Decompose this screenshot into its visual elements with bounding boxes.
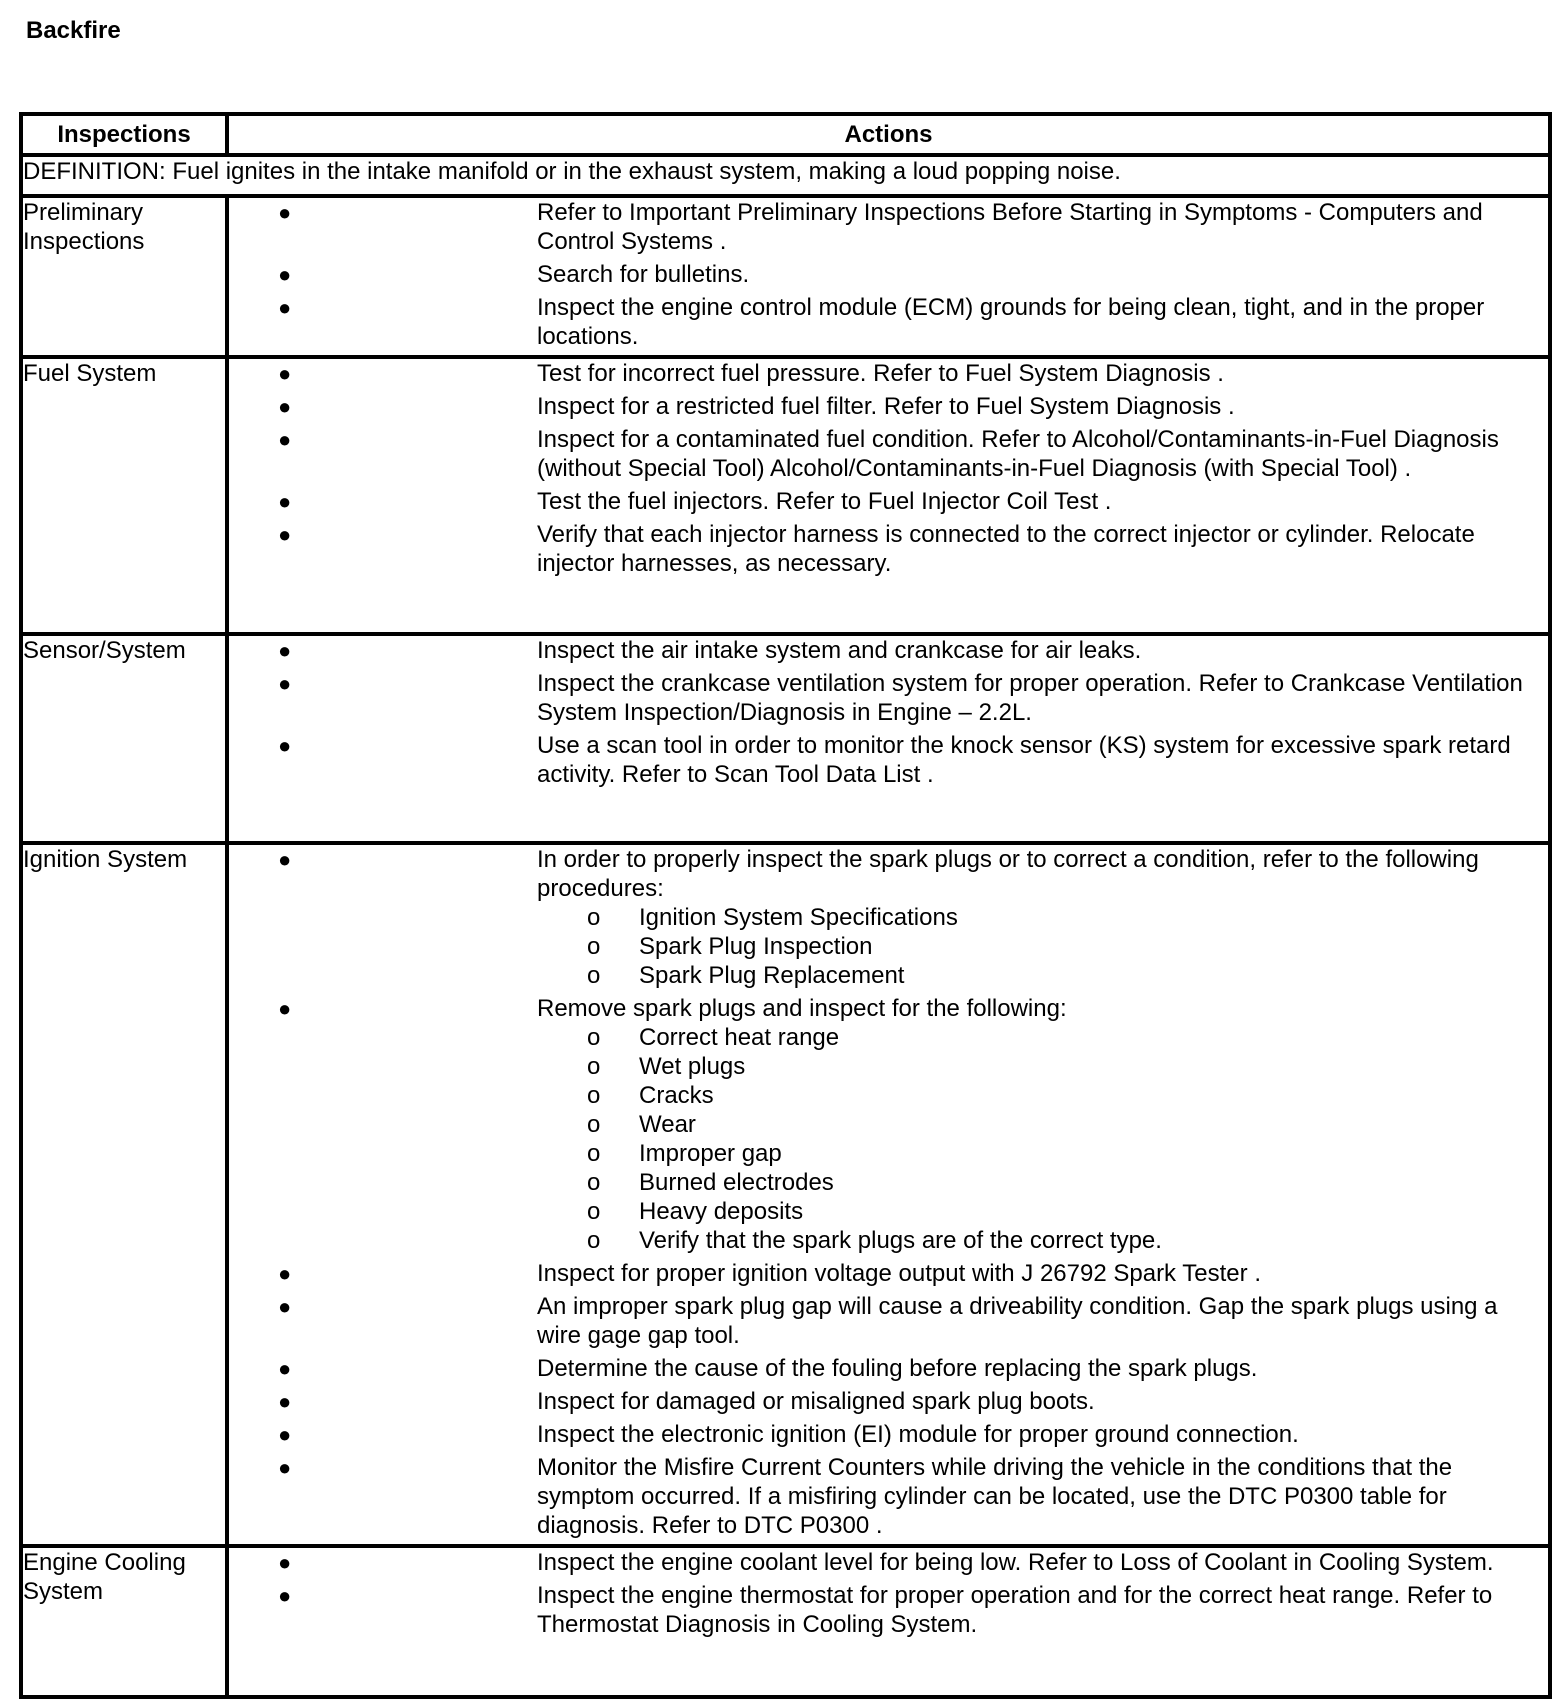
definition-text: DEFINITION: Fuel ignites in the intake manifold or in the exhaust system, making a loud popping noise. [21, 155, 1550, 196]
action-item [229, 198, 1548, 256]
action-item [229, 260, 1548, 289]
inspection-label: Fuel System [21, 357, 227, 634]
sub-bullet-icon: o [587, 1140, 601, 1167]
sub-item-text: Spark Plug Inspection [639, 933, 873, 960]
actions-cell [227, 357, 1550, 634]
row-preliminary-inspections [21, 196, 1550, 357]
table-header-row [21, 114, 1550, 155]
sub-item [537, 1052, 1548, 1081]
inspections-column-header: Inspections [21, 114, 227, 155]
bullet-icon: ● [278, 1455, 292, 1480]
sub-bullet-icon: o [587, 1227, 601, 1254]
bullet-icon: ● [278, 1294, 292, 1319]
action-item [229, 669, 1548, 727]
action-item [229, 1387, 1548, 1416]
bullet-icon: ● [278, 1422, 292, 1447]
diagnosis-table [19, 112, 1552, 1699]
sub-bullet-icon: o [587, 904, 601, 931]
action-text: Monitor the Misfire Current Counters while driving the vehicle in the conditions that the symptom occurred. If a misfiring cylinder can be located, use the DTC P0300 table for diagnosis. Refer to DTC P0300 . [537, 1454, 1453, 1539]
action-text: In order to properly inspect the spark plugs or to correct a condition, refer to the following procedures: [537, 846, 1479, 902]
definition-row [21, 155, 1550, 196]
bullet-icon: ● [278, 847, 292, 872]
sub-item [537, 903, 1548, 932]
action-item [229, 359, 1548, 388]
action-item [229, 520, 1548, 578]
sub-item [537, 1110, 1548, 1139]
sub-item [537, 1197, 1548, 1226]
sub-item [537, 961, 1548, 990]
action-text: An improper spark plug gap will cause a driveability condition. Gap the spark plugs using a wire gage gap tool. [537, 1293, 1498, 1349]
actions-cell [227, 1546, 1550, 1697]
action-text: Test the fuel injectors. Refer to Fuel Injector Coil Test . [537, 488, 1112, 515]
bullet-icon: ● [278, 295, 292, 320]
action-item [229, 1354, 1548, 1383]
sub-item-text: Burned electrodes [639, 1169, 834, 1196]
bullet-icon: ● [278, 427, 292, 452]
sub-item [537, 1081, 1548, 1110]
action-text: Inspect for a restricted fuel filter. Refer to Fuel System Diagnosis . [537, 393, 1235, 420]
action-item [229, 392, 1548, 421]
action-text: Inspect the electronic ignition (EI) module for proper ground connection. [537, 1421, 1299, 1448]
bullet-icon: ● [278, 671, 292, 696]
action-text: Inspect the engine thermostat for proper operation and for the correct heat range. Refer to Thermostat Diagnosis in Cooling System. [537, 1582, 1493, 1638]
action-text: Test for incorrect fuel pressure. Refer to Fuel System Diagnosis . [537, 360, 1224, 387]
action-item [229, 731, 1548, 789]
sub-item-text: Correct heat range [639, 1024, 840, 1051]
bullet-icon: ● [278, 361, 292, 386]
action-text: Inspect the air intake system and crankcase for air leaks. [537, 637, 1142, 664]
sub-item [537, 1023, 1548, 1052]
actions-cell [227, 196, 1550, 357]
sub-bullet-icon: o [587, 1169, 601, 1196]
action-item [229, 1259, 1548, 1288]
bullet-icon: ● [278, 489, 292, 514]
bullet-icon: ● [278, 996, 292, 1021]
action-text: Inspect for damaged or misaligned spark plug boots. [537, 1388, 1095, 1415]
action-text: Inspect the engine control module (ECM) grounds for being clean, tight, and in the proper locations. [537, 294, 1485, 350]
row-fuel-system [21, 357, 1550, 634]
action-item [229, 1420, 1548, 1449]
sub-bullet-icon: o [587, 933, 601, 960]
action-text: Inspect the engine coolant level for being low. Refer to Loss of Coolant in Cooling System. [537, 1549, 1494, 1576]
action-text: Determine the cause of the fouling before replacing the spark plugs. [537, 1355, 1258, 1382]
bullet-icon: ● [278, 262, 292, 287]
action-list [229, 636, 1548, 789]
action-item [229, 1548, 1548, 1577]
bullet-icon: ● [278, 1261, 292, 1286]
bullet-icon: ● [278, 1389, 292, 1414]
sub-item [537, 1226, 1548, 1255]
actions-column-header: Actions [227, 114, 1550, 155]
sub-list [537, 1023, 1548, 1255]
action-item [229, 994, 1548, 1255]
sub-item-text: Improper gap [639, 1140, 782, 1167]
action-text: Refer to Important Preliminary Inspections Before Starting in Symptoms - Computers and Control Systems . [537, 199, 1483, 255]
action-item [229, 487, 1548, 516]
action-text: Inspect the crankcase ventilation system for proper operation. Refer to Crankcase Ventilation System Inspection/Diagnosis in Engine – 2.2L. [537, 670, 1523, 726]
actions-cell [227, 634, 1550, 843]
bullet-icon: ● [278, 394, 292, 419]
sub-bullet-icon: o [587, 1053, 601, 1080]
action-item [229, 845, 1548, 990]
sub-bullet-icon: o [587, 1198, 601, 1225]
sub-bullet-icon: o [587, 1082, 601, 1109]
bullet-icon: ● [278, 200, 292, 225]
action-item [229, 1581, 1548, 1639]
bullet-icon: ● [278, 1356, 292, 1381]
inspection-label: Engine Cooling System [21, 1546, 227, 1697]
sub-item-text: Wear [639, 1111, 696, 1138]
action-text: Verify that each injector harness is connected to the correct injector or cylinder. Relocate injector harnesses, as necessary. [537, 521, 1475, 577]
sub-bullet-icon: o [587, 1111, 601, 1138]
sub-bullet-icon: o [587, 1024, 601, 1051]
action-list [229, 198, 1548, 351]
bullet-icon: ● [278, 1583, 292, 1608]
row-sensor-system [21, 634, 1550, 843]
action-text: Inspect for a contaminated fuel condition. Refer to Alcohol/Contaminants-in-Fuel Diagnosis (without Special Tool) Alcohol/Contaminants-in-Fuel Diagnosis (with Special Tool) . [537, 426, 1499, 482]
bullet-icon: ● [278, 1550, 292, 1575]
row-engine-cooling-system [21, 1546, 1550, 1697]
sub-item-text: Verify that the spark plugs are of the correct type. [639, 1227, 1162, 1254]
inspection-label: Sensor/System [21, 634, 227, 843]
action-text: Use a scan tool in order to monitor the knock sensor (KS) system for excessive spark retard activity. Refer to Scan Tool Data List . [537, 732, 1511, 788]
action-list [229, 1548, 1548, 1639]
action-item [229, 1292, 1548, 1350]
action-item [229, 636, 1548, 665]
sub-item-text: Wet plugs [639, 1053, 746, 1080]
action-item [229, 293, 1548, 351]
sub-item-text: Ignition System Specifications [639, 904, 958, 931]
sub-item-text: Cracks [639, 1082, 714, 1109]
sub-item [537, 932, 1548, 961]
inspection-label: Ignition System [21, 843, 227, 1546]
action-list [229, 359, 1548, 578]
actions-cell [227, 843, 1550, 1546]
sub-item-text: Spark Plug Replacement [639, 962, 905, 989]
bullet-icon: ● [278, 733, 292, 758]
action-text: Search for bulletins. [537, 261, 750, 288]
sub-item [537, 1139, 1548, 1168]
page-title: Backfire [26, 17, 121, 44]
action-text: Remove spark plugs and inspect for the following: [537, 995, 1067, 1022]
action-text: Inspect for proper ignition voltage output with J 26792 Spark Tester . [537, 1260, 1261, 1287]
action-list [229, 845, 1548, 1540]
row-ignition-system [21, 843, 1550, 1546]
inspection-label: Preliminary Inspections [21, 196, 227, 357]
action-item [229, 425, 1548, 483]
sub-item-text: Heavy deposits [639, 1198, 804, 1225]
sub-bullet-icon: o [587, 962, 601, 989]
action-item [229, 1453, 1548, 1540]
bullet-icon: ● [278, 522, 292, 547]
bullet-icon: ● [278, 638, 292, 663]
sub-list [537, 903, 1548, 990]
sub-item [537, 1168, 1548, 1197]
